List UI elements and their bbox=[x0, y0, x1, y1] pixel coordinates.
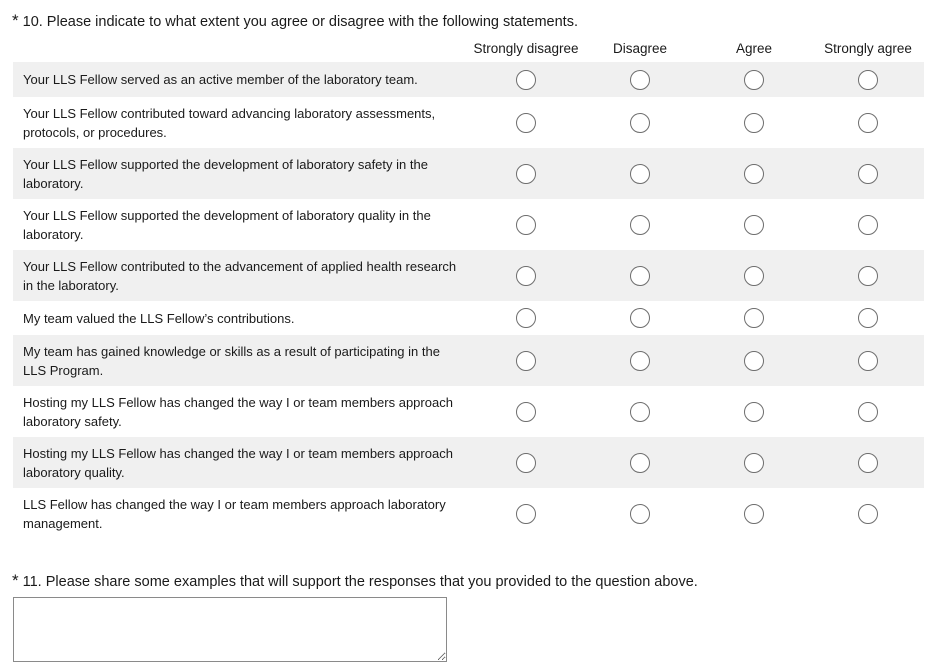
radio-disagree[interactable] bbox=[630, 351, 650, 371]
radio-agree[interactable] bbox=[744, 113, 764, 133]
statement-line-2: laboratory. bbox=[23, 175, 84, 191]
radio-strongly-agree[interactable] bbox=[858, 266, 878, 286]
matrix-row bbox=[13, 148, 924, 199]
required-marker: * bbox=[12, 11, 19, 30]
required-marker: * bbox=[12, 571, 19, 590]
radio-strongly-disagree[interactable] bbox=[516, 266, 536, 286]
radio-agree[interactable] bbox=[744, 266, 764, 286]
statement-label bbox=[23, 342, 463, 380]
column-header-strongly-disagree: Strongly disagree bbox=[473, 41, 579, 56]
statement-line-1: Hosting my LLS Fellow has changed the way I or team members approach bbox=[23, 394, 453, 410]
statement-line-2: laboratory safety. bbox=[23, 413, 122, 429]
radio-agree[interactable] bbox=[744, 402, 764, 422]
radio-strongly-agree[interactable] bbox=[858, 504, 878, 524]
statement-line-1: Your LLS Fellow served as an active member of the laboratory team. bbox=[23, 72, 418, 87]
matrix-row bbox=[13, 250, 924, 301]
radio-strongly-agree[interactable] bbox=[858, 113, 878, 133]
statement-label bbox=[23, 393, 463, 431]
radio-strongly-agree[interactable] bbox=[858, 215, 878, 235]
statement-label bbox=[23, 155, 463, 193]
statement-line-2: protocols, or procedures. bbox=[23, 124, 167, 140]
radio-agree[interactable] bbox=[744, 215, 764, 235]
statement-line-2: LLS Program. bbox=[23, 362, 104, 378]
question-10-title bbox=[12, 11, 578, 31]
radio-strongly-disagree[interactable] bbox=[516, 70, 536, 90]
radio-strongly-disagree[interactable] bbox=[516, 164, 536, 184]
question-10-text: 10. Please indicate to what extent you agree or disagree with the following statements. bbox=[22, 14, 578, 30]
radio-strongly-disagree[interactable] bbox=[516, 504, 536, 524]
statement-line-1: Your LLS Fellow supported the development of laboratory safety in the bbox=[23, 156, 428, 172]
statement-label bbox=[23, 309, 463, 328]
matrix-row bbox=[13, 97, 924, 148]
radio-strongly-disagree[interactable] bbox=[516, 402, 536, 422]
statement-line-2: management. bbox=[23, 515, 103, 531]
radio-disagree[interactable] bbox=[630, 453, 650, 473]
radio-strongly-disagree[interactable] bbox=[516, 113, 536, 133]
question-11-text: 11. Please share some examples that will support the responses that you provided to the question above. bbox=[22, 574, 698, 590]
matrix-row bbox=[13, 437, 924, 488]
radio-disagree[interactable] bbox=[630, 70, 650, 90]
matrix-row bbox=[13, 199, 924, 250]
radio-strongly-disagree[interactable] bbox=[516, 351, 536, 371]
matrix-row bbox=[13, 386, 924, 437]
radio-strongly-agree[interactable] bbox=[858, 453, 878, 473]
radio-strongly-agree[interactable] bbox=[858, 70, 878, 90]
radio-strongly-agree[interactable] bbox=[858, 308, 878, 328]
radio-disagree[interactable] bbox=[630, 308, 650, 328]
matrix-row bbox=[13, 62, 924, 97]
column-header-agree: Agree bbox=[735, 41, 773, 56]
statement-line-1: Hosting my LLS Fellow has changed the way I or team members approach bbox=[23, 445, 453, 461]
radio-agree[interactable] bbox=[744, 504, 764, 524]
statement-line-1: Your LLS Fellow supported the development of laboratory quality in the bbox=[23, 207, 431, 223]
statement-line-2: in the laboratory. bbox=[23, 277, 119, 293]
radio-agree[interactable] bbox=[744, 70, 764, 90]
matrix-row bbox=[13, 488, 924, 539]
radio-strongly-disagree[interactable] bbox=[516, 215, 536, 235]
radio-disagree[interactable] bbox=[630, 164, 650, 184]
radio-disagree[interactable] bbox=[630, 266, 650, 286]
statement-line-1: My team valued the LLS Fellow’s contributions. bbox=[23, 310, 295, 326]
statement-line-2: laboratory. bbox=[23, 226, 84, 242]
statement-line-1: Your LLS Fellow contributed to the advancement of applied health research bbox=[23, 258, 457, 274]
radio-disagree[interactable] bbox=[630, 215, 650, 235]
matrix-row bbox=[13, 335, 924, 386]
radio-agree[interactable] bbox=[744, 164, 764, 184]
statement-label bbox=[23, 257, 463, 295]
radio-strongly-agree[interactable] bbox=[858, 351, 878, 371]
radio-agree[interactable] bbox=[744, 453, 764, 473]
column-header-strongly-agree: Strongly agree bbox=[824, 41, 912, 56]
radio-disagree[interactable] bbox=[630, 113, 650, 133]
column-header-disagree: Disagree bbox=[612, 41, 668, 56]
question-11-title bbox=[12, 571, 698, 591]
radio-strongly-agree[interactable] bbox=[858, 164, 878, 184]
radio-disagree[interactable] bbox=[630, 504, 650, 524]
matrix-row bbox=[13, 301, 924, 335]
examples-textarea[interactable] bbox=[13, 597, 447, 662]
radio-strongly-agree[interactable] bbox=[858, 402, 878, 422]
statement-label bbox=[23, 70, 463, 89]
radio-strongly-disagree[interactable] bbox=[516, 453, 536, 473]
radio-disagree[interactable] bbox=[630, 402, 650, 422]
radio-agree[interactable] bbox=[744, 308, 764, 328]
statement-label bbox=[23, 206, 463, 244]
radio-agree[interactable] bbox=[744, 351, 764, 371]
statement-label bbox=[23, 104, 463, 142]
statement-line-1: My team has gained knowledge or skills as a result of participating in the bbox=[23, 343, 440, 359]
statement-label bbox=[23, 444, 463, 482]
statement-line-2: laboratory quality. bbox=[23, 464, 125, 480]
statement-line-1: LLS Fellow has changed the way I or team members approach laboratory bbox=[23, 496, 446, 512]
statement-line-1: Your LLS Fellow contributed toward advancing laboratory assessments, bbox=[23, 105, 436, 121]
statement-label bbox=[23, 495, 463, 533]
radio-strongly-disagree[interactable] bbox=[516, 308, 536, 328]
